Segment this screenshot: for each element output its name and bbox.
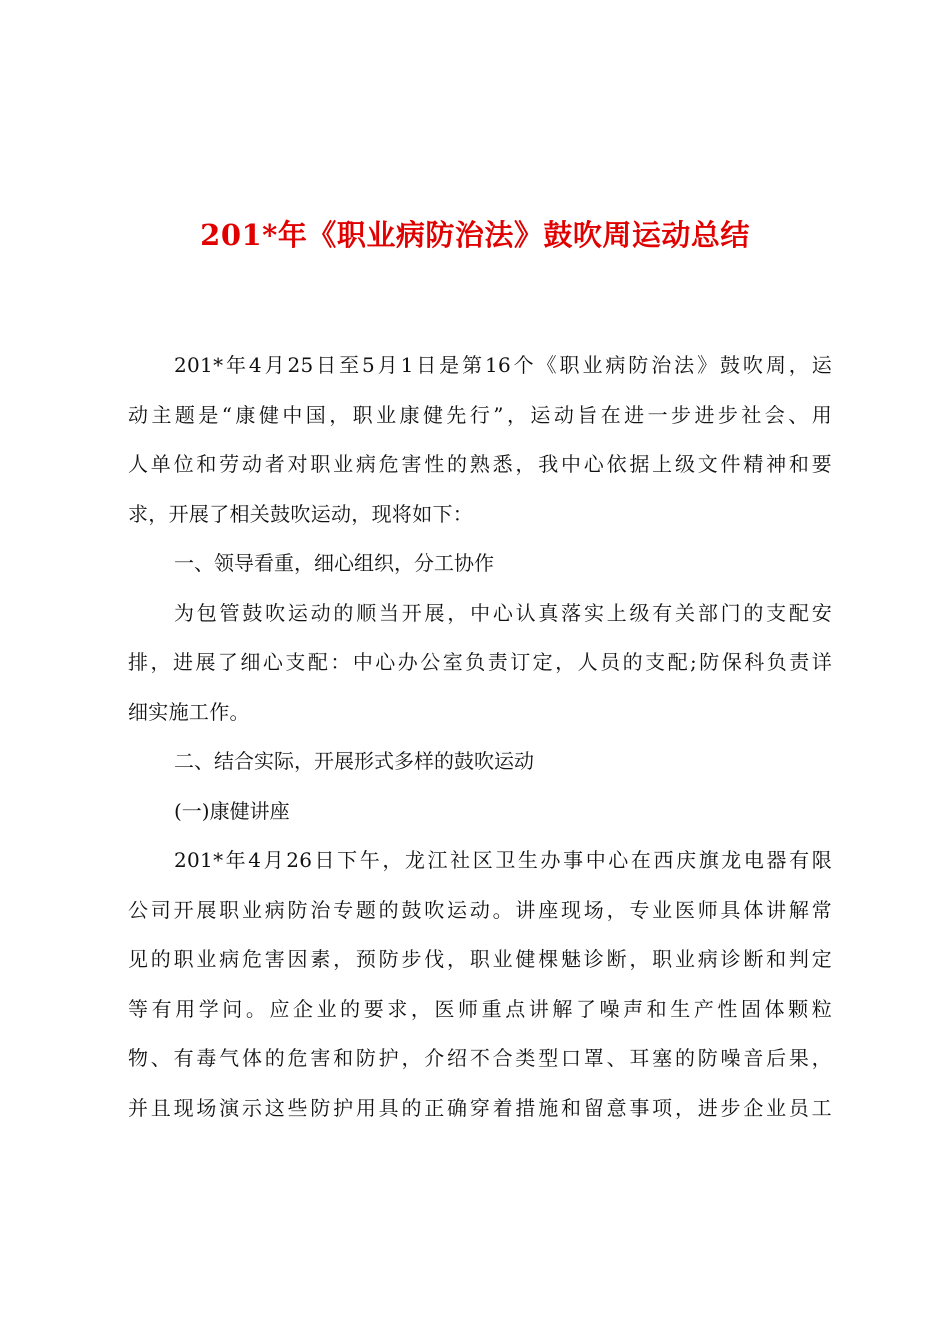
paragraph-line: 排，进展了细心支配：中心办公室负责订定，人员的支配;防保科负责详 bbox=[128, 650, 832, 674]
paragraph-intro bbox=[128, 341, 832, 539]
section-heading-1: 一、领导看重，细心组织，分工协作 bbox=[174, 551, 494, 575]
paragraph-line: 为包管鼓吹运动的顺当开展，中心认真落实上级有关部门的支配安 bbox=[174, 600, 832, 625]
paragraph-line: 求，开展了相关鼓吹运动，现将如下： bbox=[128, 501, 474, 526]
paragraph-line: 并且现场演示这些防护用具的正确穿着措施和留意事项，进步企业员工 bbox=[128, 1095, 832, 1120]
subsection-heading-1: (一)康健讲座 bbox=[174, 798, 290, 823]
paragraph-line: 细实施工作。 bbox=[128, 699, 250, 724]
paragraph-line: 物、有毒气体的危害和防护，介绍不合类型口罩、耳塞的防噪音后果， bbox=[128, 1046, 832, 1070]
paragraph-line: 公司开展职业病防治专题的鼓吹运动。讲座现场，专业医师具体讲解常 bbox=[128, 897, 832, 922]
paragraph-line: 动主题是“康健中国，职业康健先行”，运动旨在进一步进步社会、用 bbox=[128, 402, 832, 427]
paragraph-lecture bbox=[128, 836, 832, 1133]
paragraph-line: 人单位和劳动者对职业病危害性的熟悉，我中心依据上级文件精神和要 bbox=[128, 452, 832, 476]
document-title: 201*年《职业病防治法》鼓吹周运动总结 bbox=[200, 218, 750, 252]
paragraph-leadership bbox=[128, 589, 832, 738]
paragraph-line: 201*年4月25日至5月1日是第16个《职业病防治法》鼓吹周，运 bbox=[174, 353, 832, 377]
paragraph-line: 见的职业病危害因素，预防步伐，职业健棵魅诊断，职业病诊断和判定 bbox=[128, 947, 832, 971]
paragraph-line: 201*年4月26日下午，龙江社区卫生办事中心在西庆旗龙电器有限 bbox=[174, 848, 832, 872]
document-body bbox=[128, 341, 832, 1133]
section-heading-2: 二、结合实际，开展形式多样的鼓吹运动 bbox=[174, 749, 534, 773]
paragraph-line: 等有用学问。应企业的要求，医师重点讲解了噪声和生产性固体颗粒 bbox=[128, 996, 832, 1021]
